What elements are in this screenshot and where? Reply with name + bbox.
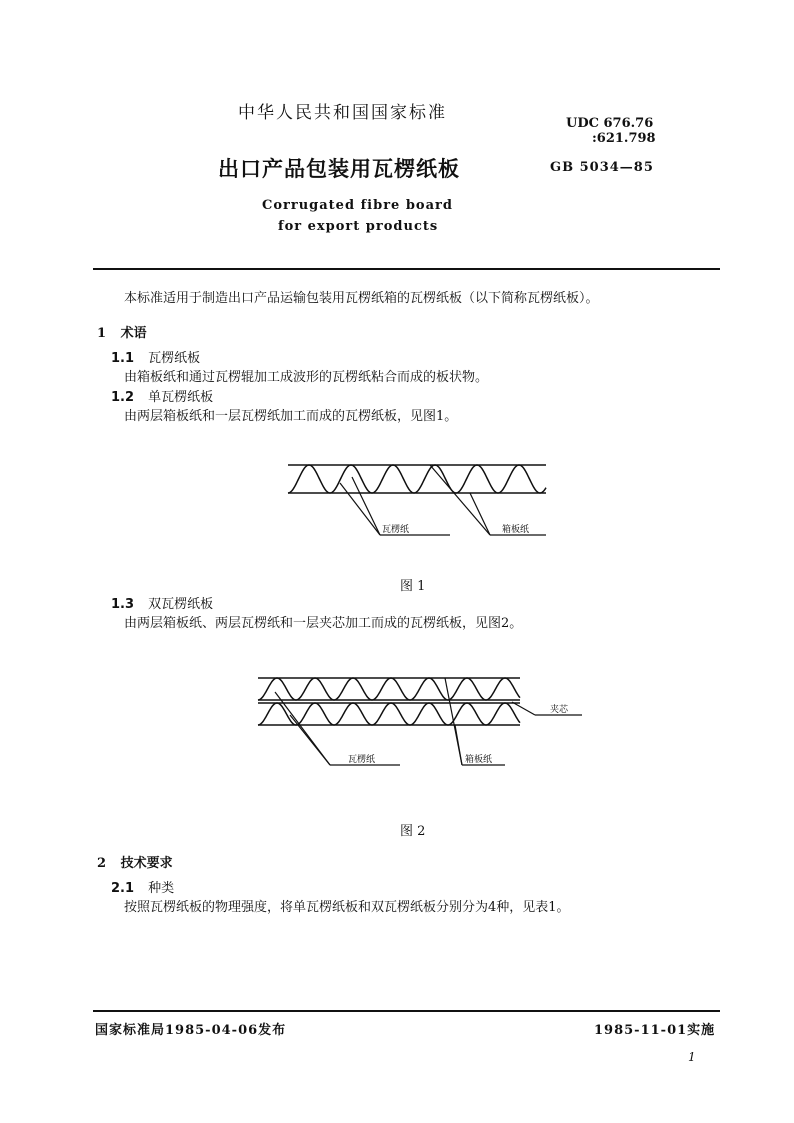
item-1-2-term: 单瓦楞纸板	[148, 390, 214, 405]
section-1-heading	[97, 322, 147, 341]
item-1-2-heading	[111, 389, 213, 407]
item-1-1-definition: 由箱板纸和通过瓦楞辊加工成波形的瓦楞纸粘合而成的板状物。	[124, 370, 489, 385]
section-1-number: 1	[97, 326, 107, 341]
udc-code	[566, 116, 656, 146]
section-2-title: 技术要求	[120, 856, 173, 871]
issued-date: 国家标准局1985-04-06发布	[95, 1023, 287, 1038]
header-divider	[93, 268, 720, 270]
section-1-title: 术语	[120, 326, 147, 341]
fig1-label-corrugated: 瓦楞纸	[382, 525, 410, 535]
item-1-2-number: 1.2	[111, 390, 135, 405]
item-2-1-term: 种类	[148, 881, 175, 896]
item-1-3-heading	[111, 596, 213, 614]
section-2-heading	[97, 852, 173, 871]
fig2-leader-d	[455, 725, 462, 765]
item-1-3-term: 双瓦楞纸板	[148, 597, 214, 612]
fig1-label-board: 箱板纸	[502, 525, 530, 535]
intro-paragraph: 本标准适用于制造出口产品运输包装用瓦楞纸箱的瓦楞纸板（以下简称瓦楞纸板）。	[124, 291, 599, 306]
section-2-number: 2	[97, 856, 107, 871]
page-number: 1	[688, 1050, 696, 1064]
figure-1-diagram	[280, 455, 560, 545]
item-1-1-term: 瓦楞纸板	[148, 351, 201, 366]
item-2-1-number: 2.1	[111, 881, 135, 896]
fig2-label-corrugated: 瓦楞纸	[348, 755, 376, 765]
fig2-corrugated-medium-top	[258, 678, 520, 700]
fig2-label-core: 夹芯	[550, 705, 569, 715]
footer-divider	[93, 1010, 720, 1012]
fig2-label-board: 箱板纸	[465, 755, 493, 765]
english-title-line2: for export products	[278, 219, 439, 234]
item-1-2-definition: 由两层箱板纸和一层瓦楞纸加工而成的瓦楞纸板，见图1。	[124, 409, 458, 424]
gb-number: GB 5034—85	[550, 160, 654, 175]
udc-line1: UDC 676.76	[566, 116, 654, 131]
fig1-leader-c	[430, 465, 490, 535]
fig1-leader-b	[352, 477, 380, 535]
udc-line2: :621.798	[592, 131, 656, 146]
figure-2-caption: 图 2	[400, 824, 426, 839]
document-title: 出口产品包装用瓦楞纸板	[218, 156, 460, 181]
english-title-line1: Corrugated fibre board	[262, 198, 453, 213]
fig1-leader-d	[470, 493, 490, 535]
item-2-1-definition: 按照瓦楞纸板的物理强度，将单瓦楞纸板和双瓦楞纸板分别分为4种，见表1。	[124, 900, 570, 915]
issuing-org: 中华人民共和国国家标准	[238, 103, 447, 123]
item-2-1-heading	[111, 880, 174, 898]
figure-1-caption: 图 1	[400, 579, 426, 594]
fig1-corrugated-medium	[288, 465, 546, 493]
fig1-leader-a	[340, 483, 380, 535]
item-1-3-number: 1.3	[111, 597, 135, 612]
item-1-1-heading	[111, 350, 200, 368]
fig2-leader-b	[290, 715, 330, 765]
fig2-core-leader	[512, 702, 535, 715]
english-title	[262, 195, 453, 237]
effective-date: 1985-11-01实施	[594, 1023, 716, 1038]
figure-2-diagram	[250, 670, 590, 775]
item-1-1-number: 1.1	[111, 351, 135, 366]
item-1-3-definition: 由两层箱板纸、两层瓦楞纸和一层夹芯加工而成的瓦楞纸板，见图2。	[124, 616, 523, 631]
